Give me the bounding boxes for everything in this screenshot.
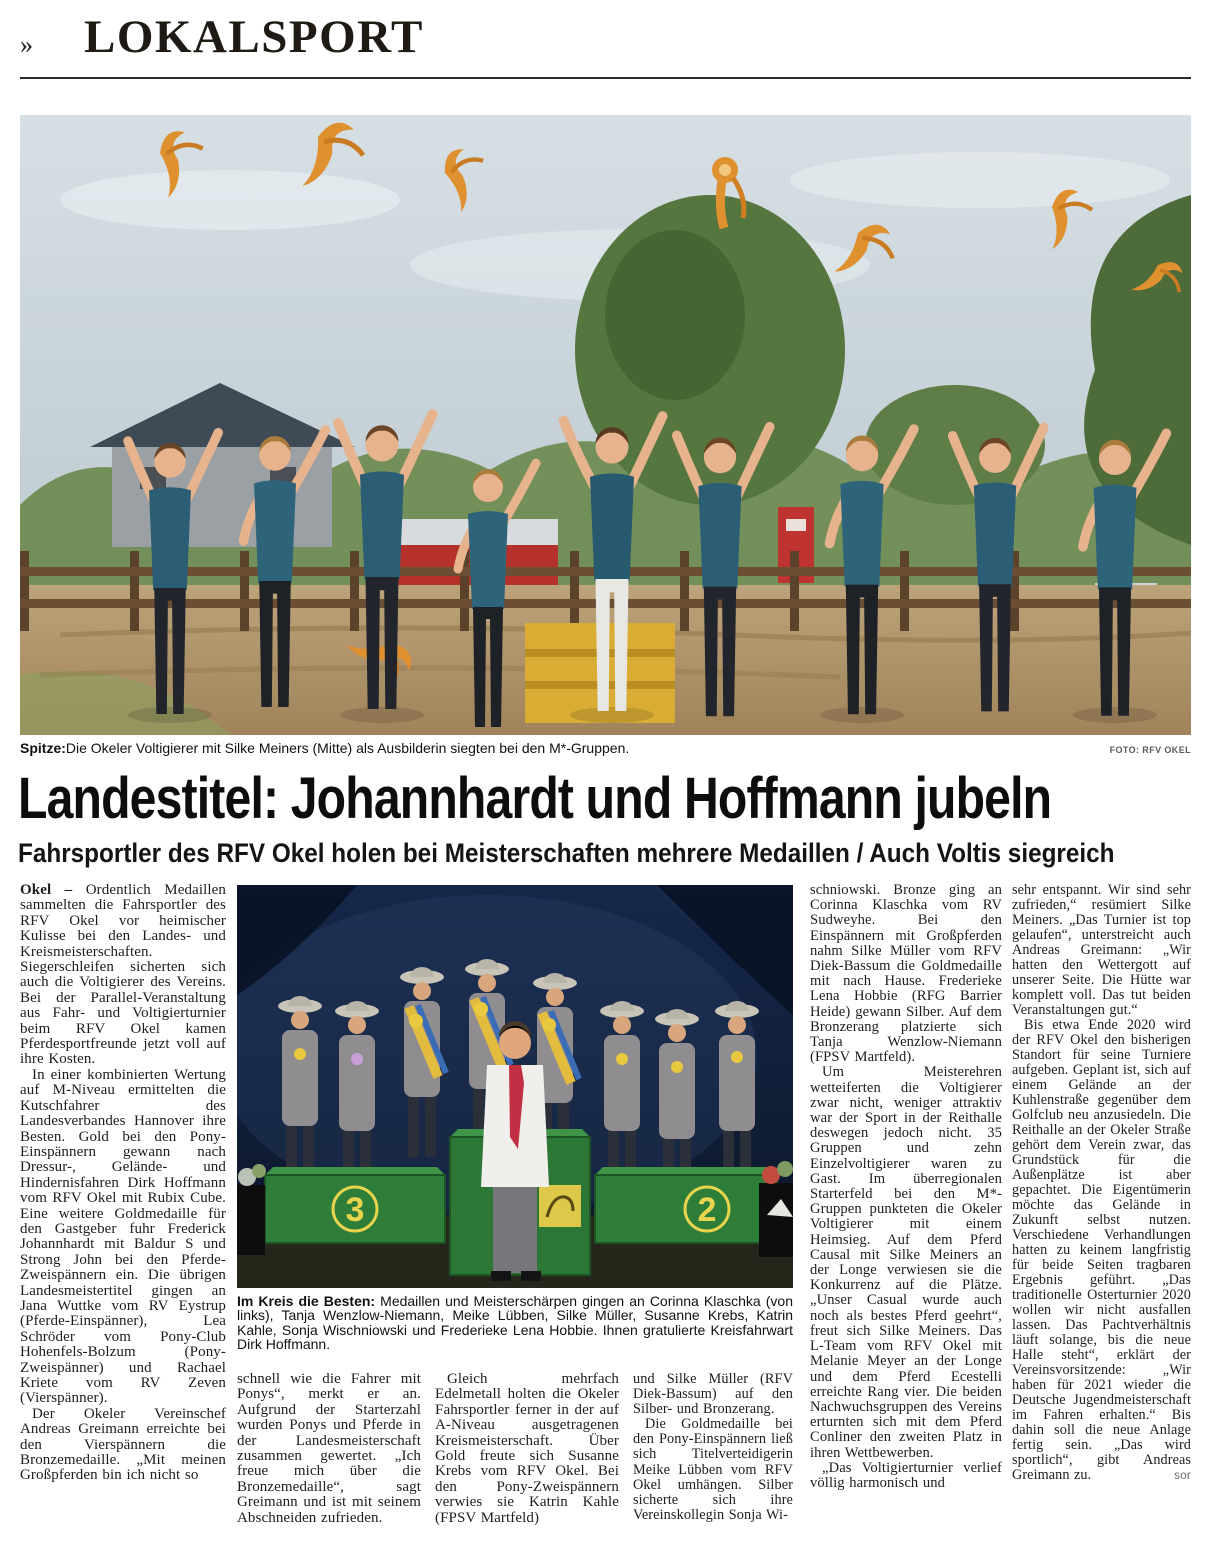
photo1-caption-lead: Spitze: bbox=[20, 740, 66, 756]
vaulting-team-photo bbox=[20, 115, 1191, 735]
dateline: Okel – bbox=[20, 883, 73, 898]
photo1-caption-text: Die Okeler Voltigierer mit Silke Meiners (Mitte) als Ausbilderin siegten bei den M*-Gruppen. bbox=[65, 740, 630, 756]
article-column-1 bbox=[20, 883, 226, 1546]
article-paragraph: schniowski. Bronze ging an Corinna Klaschka vom RV Sudweyhe. Bei den Einspännern mit Großpferden nahm Silke Müller vom RFV Diek-Bassum die Goldmedaille mit nach Hause. Frederieke Lena Hobbie (RFG Barrier Heide) gewann Silber. Auf dem Bronzerang platzierte sich Tanja Wenzlow-Niemann (FPSV Martfeld). bbox=[810, 883, 1002, 1066]
article-paragraph: Okel – Ordentlich Medaillen sammelten die Fahrsportler des RFV Okel vor heimischer Kulisse bei den Landes- und Kreismeisterschaften. Siegerschleifen sicherten sich auch die Voltigierer des Vereins. Bei der Parallel-Veranstaltung aus Fahr- und Voltigierturnier beim RFV Okel kamen Pferdesportfreunde jetzt voll auf ihre Kosten. bbox=[20, 883, 226, 1068]
article-column-5 bbox=[810, 883, 1002, 1546]
cloud bbox=[60, 170, 400, 230]
article-column-3 bbox=[435, 1372, 619, 1546]
author-signoff: sor bbox=[1174, 1468, 1191, 1482]
photo1-caption bbox=[20, 739, 1191, 759]
article-headline-text: Landestitel: Johannhardt und Hoffmann jubeln bbox=[18, 766, 1052, 831]
article-paragraph: „Das Voltigierturnier verlief völlig harmonisch und bbox=[810, 1459, 1002, 1491]
house-wall bbox=[112, 447, 332, 547]
masthead-divider bbox=[20, 77, 1191, 79]
photo2-caption bbox=[237, 1294, 793, 1351]
podium-emblem bbox=[539, 1185, 581, 1227]
podium-ceremony-photo bbox=[237, 885, 793, 1288]
photo2-caption-lead: Im Kreis die Besten: bbox=[237, 1293, 376, 1309]
podium-rank-2-label: 2 bbox=[697, 1191, 717, 1229]
flower-bucket-right bbox=[759, 1161, 793, 1257]
article-paragraph: und Silke Müller (RFV Diek-Bassum) auf den Silber- und Bronzerang. bbox=[633, 1372, 793, 1418]
article-paragraph: Die Goldmedaille bei den Pony-Einspännern ließ sich Titelverteidigerin Meike Lübben vom RFV Okel umhängen. Silber sicherte sich ihre Vereinskollegin Sonja Wi- bbox=[633, 1416, 793, 1523]
cloud bbox=[790, 152, 1170, 208]
article-paragraph: sehr entspannt. Wir sind sehr zufrieden,“ resümiert Silke Meiners. „Das Turnier ist top gelaufen“, unterstreicht auch Andreas Greimann: „Wir hatten den Wettergott auf unserer Seite. Die Hütte war komplett voll. Das tut beiden Veranstaltungen gut.“ bbox=[1012, 883, 1191, 1018]
article-paragraph: Der Okeler Vereinschef Andreas Greimann erreichte bei den Vierspännern die Bronzemedaille. „Mit meinen Großpferden bin ich nicht so bbox=[20, 1405, 226, 1484]
article-column-2 bbox=[237, 1372, 421, 1546]
article-paragraph: Um Meisterehren wetteiferten die Voltigierer zwar nicht, weniger attraktiv war der Sport in der Reithalle deswegen jedoch nicht. 35 Gruppen und zehn Einzelvoltigierer waren zu Gast. Im überregionalen Starterfeld bei den M*-Gruppen punkteten die Okeler Voltigierer mit einem Heimsieg. Auf dem Pferd Causal mit Silke Meiners an der Longe verwiesen sie die Konkurrenz auf die Plätze. „Unser Casual wurde auch noch als bestes Pferd geehrt“, freut sich Silke Meiners. Das L-Team vom RFV Okel mit Melanie Meyer an der Longe und dem Pferd Ecestelli erreichte Rang vier. Die beiden Nachwuchsgruppen des Vereins erturnten sich mit dem Pferd Conliner den zweiten Platz in ihren Wettbewerben. bbox=[810, 1064, 1002, 1461]
vaulting-team-photo-art bbox=[20, 115, 1191, 735]
article-subheadline-text: Fahrsportler des RFV Okel holen bei Meisterschaften mehrere Medaillen / Auch Voltis siegreich bbox=[18, 838, 1115, 868]
article-subheadline bbox=[18, 838, 1189, 868]
article-column-6 bbox=[1012, 883, 1191, 1546]
article-paragraph: In einer kombinierten Wertung auf M-Niveau ermittelten die Kutschfahrer des Landesverbandes Hannover ihre Besten. Gold bei den Pony-Einspännern gewann nach Dressur-, Gelände- und Hindernisfahren Dirk Hoffmann vom RFV Okel mit Rubix Cube. Eine weitere Goldmedaille für den Gastgeber fuhr Frederick Johannhardt mit Baldur S und Strong John bei den Pferde-Zweispännern ein. Die übrigen Landesmeistertitel gingen an Jana Wuttke vom RV Eystrup (Pferde-Einspänner), Lea Schröder vom Pony-Club Hohenfels-Bolzum (Pony-Zweispänner) und Rachael Kriete vom RV Zeven (Vierspänner). bbox=[20, 1066, 226, 1407]
section-title: LOKALSPORT bbox=[84, 11, 424, 63]
article-paragraph: Bis etwa Ende 2020 wird der RFV Okel den bisherigen Standort für seine Turniere aufgeben. Geplant ist, sich auf einem Gelände an der Kuhlenstraße gegenüber dem Golfclub neu anzusiedeln. Die Reithalle an der Okeler Straße gehört dem Verein zwar, das Grundstück für die Außenplätze ist aber gepachtet. Die Eigentümerin möchte das Gelände in Zukunft selbst nutzen. Verschiedene Verhandlungen hatten zu keinem langfristig für beide Seiten tragbaren Ergebnis geführt. „Das traditionelle Osterturnier 2020 wollen wir nicht ausfallen lassen. Das Pachtverhältnis läuft solange, bis die neue Halle steht“, erklärt der Vereinsvorsitzende: „Wir haben für 2021 wieder die Deutsche Jugendmeisterschaft im Fahren erhalten.“ Bis dahin soll die neue Anlage fertig sein. „Das wird sportlich“, gibt Andreas Greimann zu. sor bbox=[1012, 1017, 1191, 1483]
banner-mark bbox=[786, 519, 806, 531]
podium-ceremony-art bbox=[237, 885, 793, 1288]
article-paragraph: Gleich mehrfach Edelmetall holten die Okeler Fahrsportler ferner in der auf A-Niveau ausgetragenen Kreismeisterschaft. Über Gold freute sich Susanne Krebs vom RFV Okel. Bei den Pony-Zweispännern verwies sie Katrin Kahle (FPSV Martfeld) bbox=[435, 1372, 619, 1526]
photo2-caption-text: Medaillen und Meisterschärpen gingen an Corinna Klaschka (von links), Tanja Wenzlow-Niemann, Meike Lübben, Silke Müller, Susanne Krebs, Katrin Kahle, Sonja Wischniowski und Frederieke Lena Hobbie. Ihnen gratulierte Kreisfahrwart Dirk Hoffmann. bbox=[237, 1293, 793, 1352]
podium-rank-3-label: 3 bbox=[345, 1191, 365, 1229]
section-marker-icon: » bbox=[20, 30, 33, 59]
photo1-credit: FOTO: RFV OKEL bbox=[1109, 745, 1191, 755]
article-column-4 bbox=[633, 1372, 793, 1546]
article-paragraph: schnell wie die Fahrer mit Ponys“, merkt er an. Aufgrund der Starterzahl wurden Ponys und Pferde in der Landesmeisterschaft zusammen gewertet. „Ich freue mich über die Bronzemedaille“, sagt Greimann und ist mit seinem Abschneiden zufrieden. bbox=[237, 1372, 421, 1526]
large-tree-shadow bbox=[605, 230, 745, 400]
article-headline bbox=[18, 768, 1189, 832]
